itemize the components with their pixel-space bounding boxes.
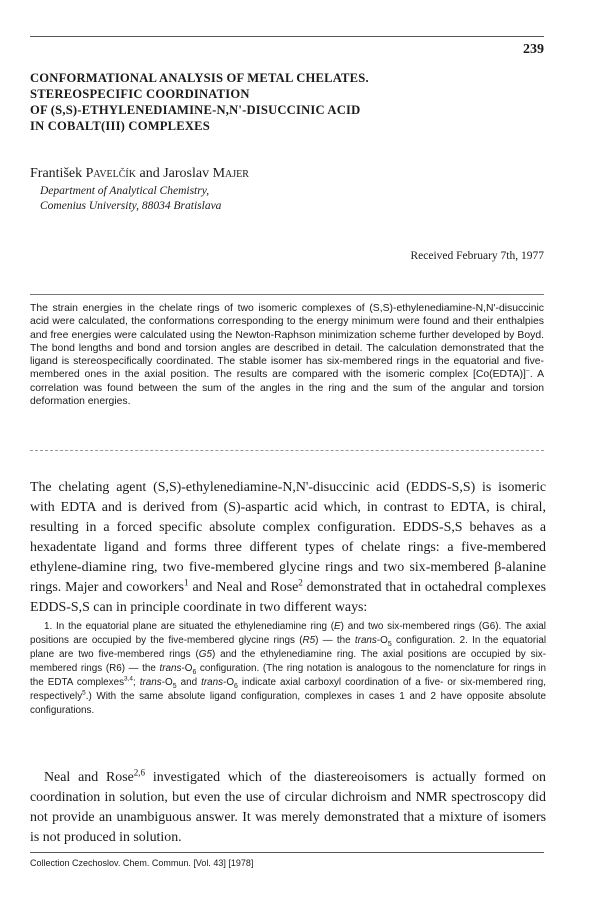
p2-text-2: investigated which of the diastereoisomers is actually formed on coordination in solution, but even the use of circular dichroism and NMR spectroscopy did not provide an unambiguous answer. It was merely demonstrated that a mixture of isomers is not produced in solution.	[30, 770, 546, 845]
author-connector: and	[139, 166, 160, 181]
body-paragraph-2	[30, 768, 546, 848]
sm-9i: trans	[139, 677, 162, 688]
sm-2: ) and two six-membered rings (G6). The axial positions are occupied by the five-membered glycine rings (	[30, 621, 546, 646]
sm-12sub: 6	[234, 682, 238, 690]
abstract-charge: −	[525, 367, 530, 375]
affiliation	[40, 184, 221, 214]
p2-text-1: Neal and Rose	[44, 770, 134, 785]
affiliation-line-1: Department of Analytical Chemistry,	[40, 185, 210, 197]
title-line-1: CONFORMATIONAL ANALYSIS OF METAL CHELATES.	[30, 71, 369, 85]
affiliation-line-2: Comenius University, 88034 Bratislava	[40, 200, 222, 212]
sm-6: ) and the ethylenediamine ring. The axial positions are occupied by six-membered rings (R6) — the	[30, 649, 546, 674]
sm-1: 1. In the equatorial plane are situated the ethylenediamine ring (	[44, 621, 335, 632]
sm-4sub: 5	[387, 640, 392, 648]
abstract-rule-top	[30, 294, 544, 295]
author-1-given: František	[30, 166, 83, 181]
sm-11i: trans	[201, 677, 224, 688]
author-2-family: Majer	[212, 166, 249, 181]
p1-ref-1: 1	[184, 577, 189, 588]
page-number: 239	[523, 42, 544, 57]
p1-text-1: The chelating agent (S,S)-ethylenediamine-N,N'-disuccinic acid (EDDS-S,S) is isomeric with EDTA and is derived from (S)-aspartic acid which, in contrast to EDTA, is chiral, resulting in a forced specific absolute complex configuration. EDDS-S,S behaves as a hexadentate ligand and forms three different types of chelate rings: a five-membered ethylene-diamine ring, two five-membered glycine rings and two six-membered β-alanine rings. Majer and coworkers	[30, 480, 546, 595]
sm-5i: G5	[198, 649, 212, 660]
sm-2i: R5	[302, 635, 316, 646]
article-title	[30, 70, 550, 134]
sm-10: -O	[161, 677, 173, 688]
body-paragraph-1	[30, 478, 546, 618]
sm-13sup: 5	[82, 689, 86, 697]
small-print-block	[30, 620, 546, 718]
title-line-4: IN COBALT(III) COMPLEXES	[30, 119, 210, 133]
sm-7: -O	[181, 663, 193, 674]
sm-3: ) — the	[315, 635, 355, 646]
abstract	[30, 302, 544, 408]
author-1-family: Pavelčík	[85, 166, 136, 181]
author-2-given: Jaroslav	[163, 166, 210, 181]
sm-7sub: 6	[192, 668, 197, 676]
sm-11: and	[176, 677, 202, 688]
title-line-3: OF (S,S)-ETHYLENEDIAMINE-N,N'-DISUCCINIC ACID	[30, 103, 361, 117]
sm-12: -O	[223, 677, 235, 688]
sm-13: indicate axial carboxyl coordination of a five- or six-membered ring, respectively	[30, 677, 546, 702]
p1-text-3: demonstrated that in octahedral complexes EDDS-S,S can in principle coordinate in two different ways:	[30, 580, 546, 615]
sm-9: ;	[132, 677, 140, 688]
sm-8sup: 3,4	[124, 675, 133, 683]
abstract-text-2: . A correlation was found between the sum of the angles in the ring and the sum of the angular and torsion deformation energies.	[30, 369, 545, 407]
p2-ref: 2,6	[133, 767, 146, 778]
abstract-text-1: The strain energies in the chelate rings of two isomeric complexes of (S,S)-ethylenediamine-N,N'-disuccinic acid were calculated, the conformations corresponding to the energy minimum were found and their enthalpies and free energies were calculated using the Newton-Raphson minimization scheme further developed by Boyd. The bond lengths and bond and torsion angles are described in detail. The calculation demonstrated that the ligand is stereospecifically coordinated. The stable isomer has six-membered rings in the equatorial and five-membered ones in the axial position. The results are compared with the isomeric complex [Co(EDTA)]	[30, 303, 544, 381]
sm-10sub: 5	[172, 682, 177, 690]
abstract-rule-bottom	[30, 450, 544, 451]
p1-text-2: and Neal and Rose	[188, 580, 299, 595]
footer-rule	[30, 852, 544, 853]
sm-4: -O	[376, 635, 388, 646]
title-line-2: STEREOSPECIFIC COORDINATION	[30, 87, 250, 101]
p1-ref-2: 2	[298, 577, 303, 588]
received-date: Received February 7th, 1977	[410, 250, 544, 262]
sm-6i: trans	[159, 663, 182, 674]
sm-14: .) With the same absolute ligand configuration, complexes in cases 1 and 2 have opposite absolute configurations.	[30, 691, 546, 716]
sm-5: configuration. 2. In the equatorial plane are two five-membered rings (	[30, 635, 547, 660]
header-rule	[30, 36, 544, 37]
journal-footer: Collection Czechoslov. Chem. Commun. [Vol. 43] [1978]	[30, 858, 254, 868]
sm-1i: E	[334, 621, 341, 632]
sm-8: configuration. (The ring notation is analogous to the nomenclature for rings in the EDTA complexes	[30, 663, 546, 688]
author-list	[30, 166, 249, 182]
sm-3i: trans	[354, 635, 377, 646]
